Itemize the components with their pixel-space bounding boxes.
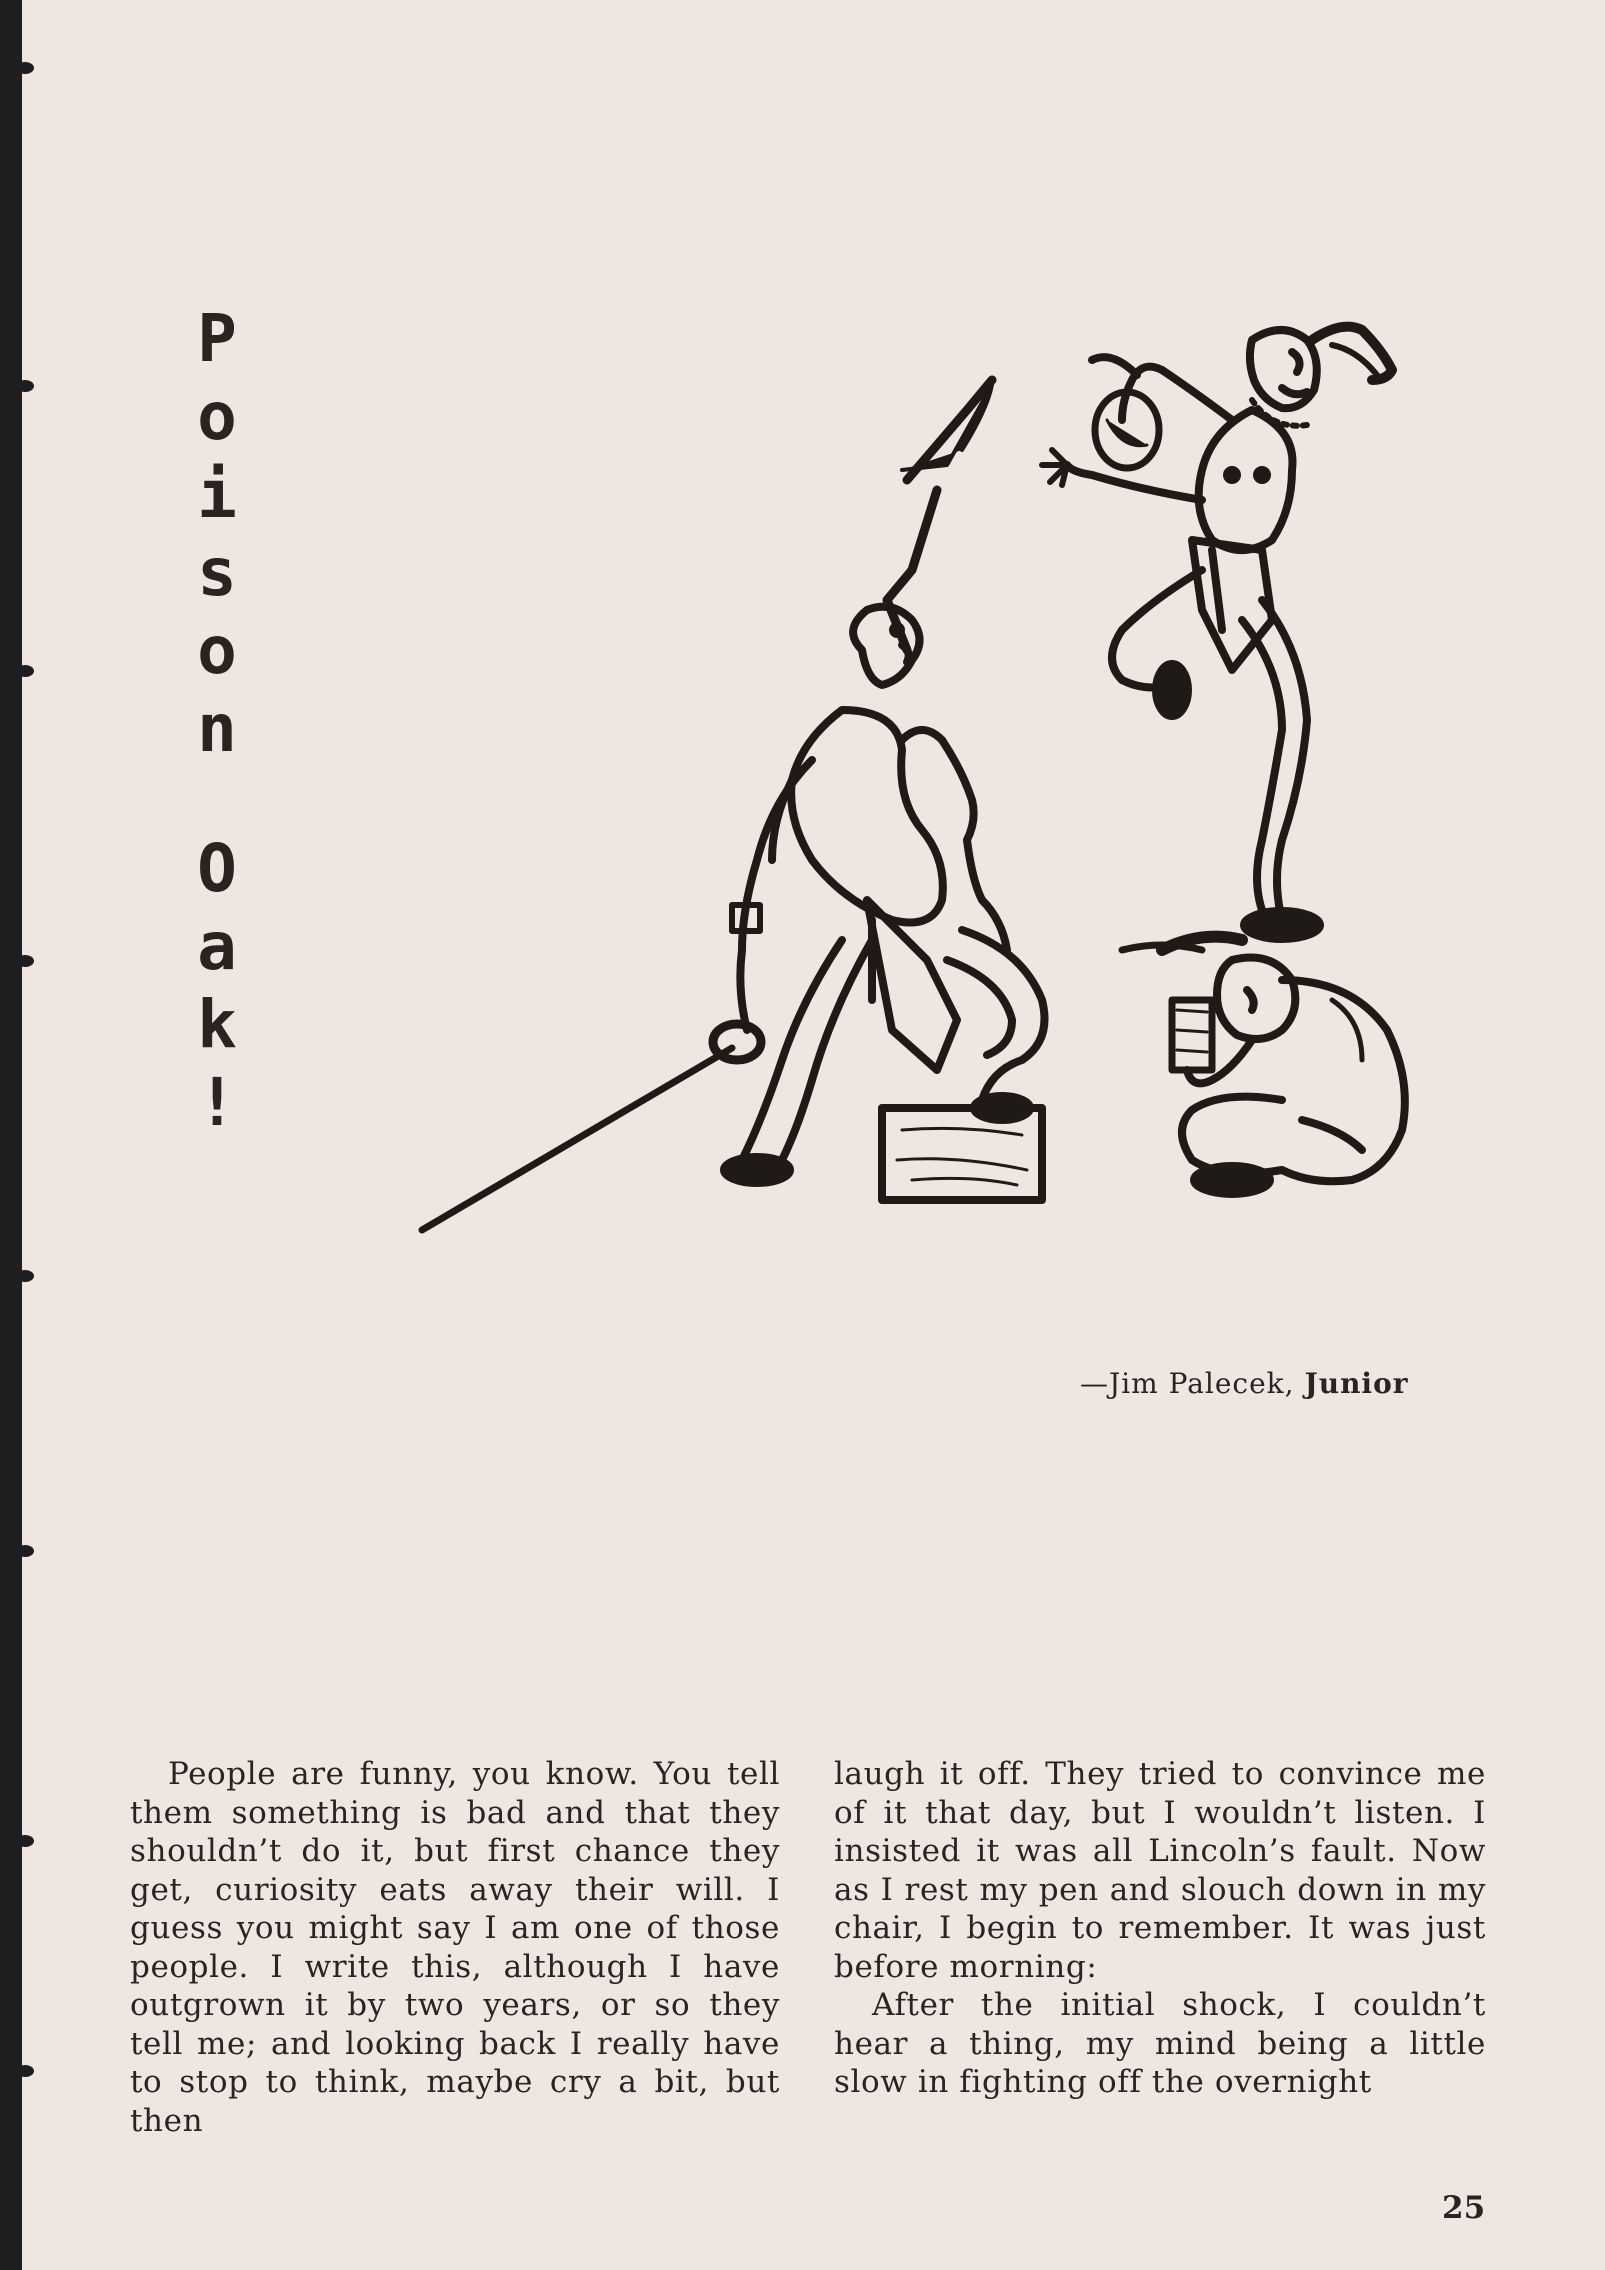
- binding-hole: [22, 380, 34, 392]
- title-letter: i: [197, 456, 237, 533]
- binding-hole: [22, 1545, 34, 1557]
- binding-hole: [22, 665, 34, 677]
- title-letter: o: [197, 612, 237, 689]
- body-column-right: [834, 1755, 1486, 2102]
- title-letter: P: [197, 300, 237, 377]
- page-number: 25: [1442, 2190, 1486, 2226]
- title-letter: O: [197, 830, 237, 907]
- paragraph: laugh it off. They tried to convince me of it that day, but I wouldn’t listen. I insisted it was all Lincoln’s fault. Now as I rest my pen and slouch down in my chair, I begin to remember. It was just before morning:: [834, 1756, 1486, 1985]
- fencer-figure: [422, 380, 1045, 1230]
- paragraph: After the initial shock, I couldn’t hear a thing, my mind being a little slow in fighting off the overnight: [834, 1987, 1486, 2100]
- body-column-left: [130, 1755, 780, 2140]
- title-letter: s: [197, 534, 237, 611]
- title-letter: k: [197, 986, 237, 1063]
- title-letter: a: [197, 908, 237, 985]
- binding-hole: [22, 1270, 34, 1282]
- jumping-figure: [1042, 327, 1392, 941]
- page-title: [162, 300, 272, 1142]
- binding-hole: [22, 2065, 34, 2077]
- crouching-figure: [1122, 937, 1405, 1196]
- author-name: —Jim Palecek,: [1080, 1367, 1295, 1400]
- title-letter: !: [197, 1064, 237, 1141]
- binding-hole: [22, 955, 34, 967]
- author-credit: [1080, 1367, 1500, 1400]
- title-letter: n: [197, 690, 237, 767]
- paragraph: People are funny, you know. You tell them something is bad and that they shouldn’t do it, but first chance they get, curiosity eats away their will. I guess you might say I am one of those people. I write this, although I have outgrown it by two years, or so they tell me; and looking back I really have to stop to think, maybe cry a bit, but then: [130, 1756, 780, 2139]
- binding-hole: [22, 1835, 34, 1847]
- title-letter: o: [197, 378, 237, 455]
- binding-hole: [22, 62, 34, 74]
- cartoon-illustration: [402, 300, 1482, 1290]
- magazine-page: [22, 0, 1605, 2270]
- author-grade: Junior: [1304, 1367, 1409, 1400]
